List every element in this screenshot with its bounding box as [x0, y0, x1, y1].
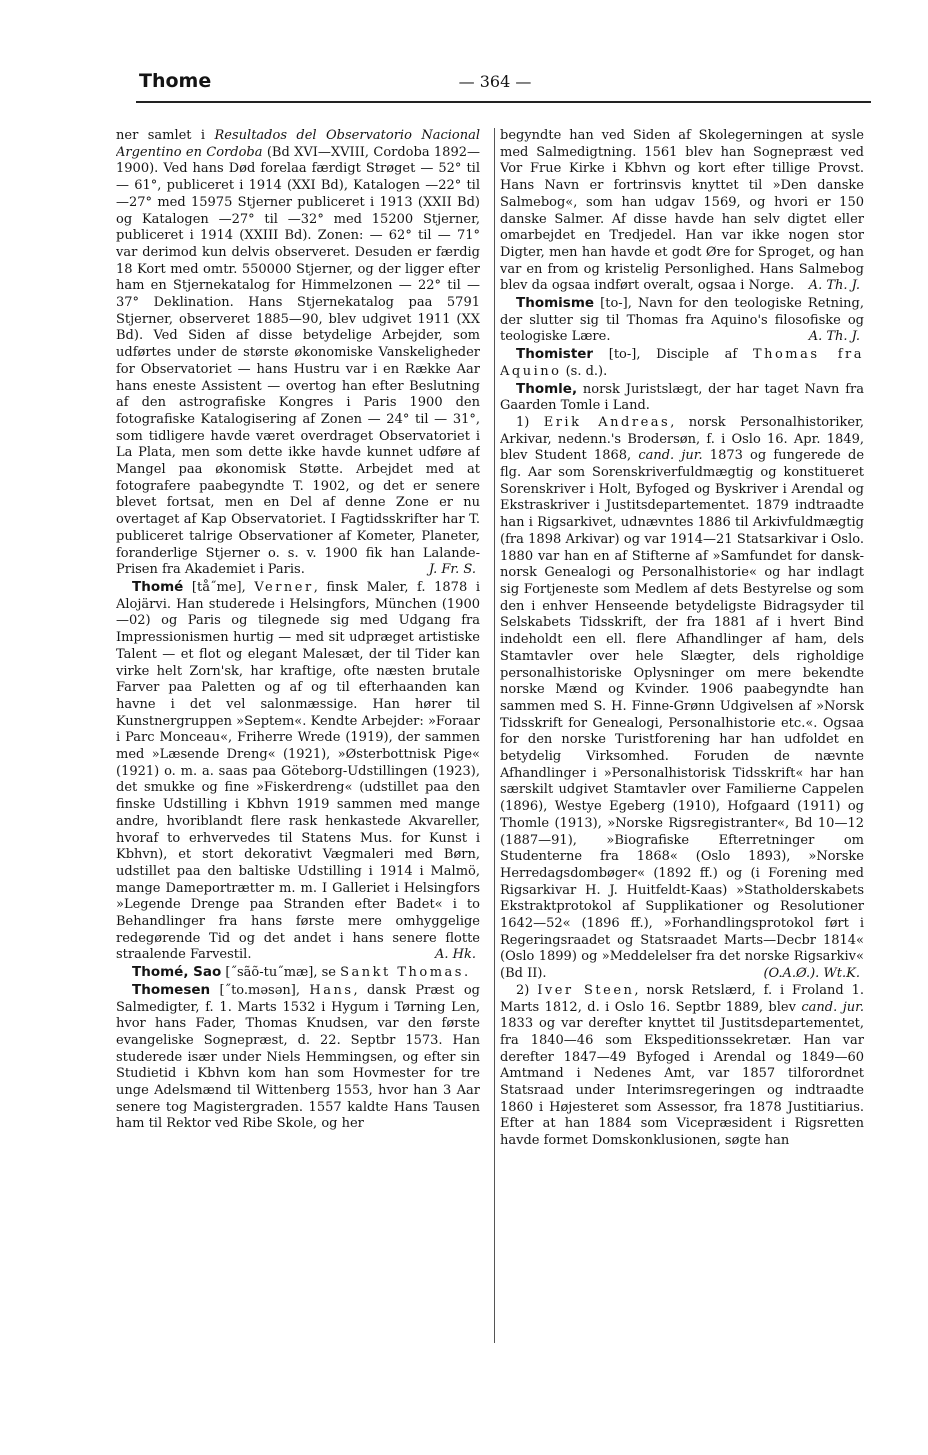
running-head-word: Thome	[139, 70, 212, 92]
person-name: Verner	[254, 579, 314, 595]
author-signature: (O.A.Ø.). Wt.K.	[763, 966, 860, 982]
headword: Thomé	[132, 578, 184, 595]
cross-reference: Sankt Thomas	[340, 965, 464, 981]
cross-reference: Thomas fra Aquino	[500, 347, 864, 379]
author-signature: A. Th. J.	[808, 278, 860, 294]
right-column	[500, 128, 864, 1348]
headword: Thomle,	[516, 380, 578, 397]
headword: Thomesen	[132, 981, 211, 998]
entry-thomister: Thomister [to-], Disciple af Thomas fra Aquino (s. d.).	[500, 346, 864, 379]
entry-thomle-erik: 1) Erik Andreas, norsk Personalhistoriker, Arkivar, nedenn.'s Brodersøn, f. i Oslo 16. Apr. 1849, blev Student 1868, cand. jur. 1873 og fungerede de flg. Aar som Sorenskriverfuldmægtig og konstitueret Sorenskriver i Holt, Byfoged og Byskriver i Arendal og Ekstraskriver i Justitsdepartementet. 1879 indtraadte han i Rigsarkivet, udnævntes 1886 til Arkivfuldmægtig (fra 1898 Arkivar) og var 1914—21 Statsarkivar i Oslo. 1880 var han en af Stifterne af »Samfundet for dansk-norsk Genealogi og Personalhistorie« og har indlagt sig Fortjeneste som Medlem af dets Bestyrelse og som den i enhver Henseende betydeligste Bidragsyder til Selskabets Tidsskrift, der fra 1881 af i hvert Bind indeholdt een ell. flere Afhandlinger af ham, dels Stamtavler over hele Slægter, dels righoldige personalhistoriske Oplysninger om mere bekendte norske Mænd og Kvinder. 1906 paabegyndte han sammen med S. H. Finne-Grønn Udgivelsen af »Norsk Tidsskrift for Genealogi, Personalhistorie etc.«. Ogsaa for den norske Turistforening har han udfoldet en betydelig Virksomhed. Foruden de nævnte Afhandlinger i »Personalhistorisk Tidsskrift« har han særskilt udgivet Stamtavler over Familierne Cappelen (1896), Westye Egeberg (1910), Hofgaard (1911) og Thomle (1913), »Norske Rigsregistranter«, Bd 10—12 (1887—91), »Biografiske Efterretninger om Studenterne fra 1868« (Oslo 1893), »Norske Herredagsdombøger« (1892 ff.) og (i Forening med Rigsarkivar H. J. Huitfeldt-Kaas) »Statholderskabets Ekstraktprotokol af Supplikationer og Resolutioner 1642—52« (1896 ff.), »Forhandlingsprotokol ført i Regeringsraadet og Statsraadet Marts—Decbr 1814« (Oslo 1899) og »Meddelelser fra det norske Rigsarkiv« (Bd II). (O.A.Ø.). Wt.K.	[500, 414, 864, 982]
entry-thome-sao: Thomé, Sao [˝sãõ-tu˝mæ], se Sankt Thomas.	[132, 964, 469, 981]
entry-thomesen: Thomesen [˝to.məsən], Hans, dansk Præst og Salmedigter, f. 1. Marts 1532 i Hygum i Tørning Len, hvor hans Fader, Thomas Knudsen, var den første evangeliske Sognepræst, d. 22. Septbr 1573. Han studerede især under Niels Hemmingsen, og efter sin Studietid i Kbhvn kom han som Hovmester for tre unge Adelsmænd til Wittenberg 1553, hvor han 3 Aar senere tog Magistergraden. 1557 kaldte Hans Tausen ham til Rektor ved Ribe Skole, og her	[116, 981, 480, 1132]
headword: Thomister	[516, 346, 594, 363]
author-signature: J. Fr. S.	[428, 562, 476, 578]
person-name: Iver Steen	[537, 982, 635, 998]
entry-continuation: ner samlet i Resultados del Observatorio Nacional Argentino en Cordoba (Bd XVI—XVIII, Cordoba 1892—1900). Ved hans Død forelaa færdigt Strøget — 52° til — 61°, publiceret i 1914 (XXI Bd), Katalogen —22° til —27° med 15975 Stjerner publiceret i 1913 (XXII Bd) og Katalogen —27° til —32° med 15200 Stjerner, publiceret i 1914 (XXIII Bd). Zonen: — 62° til — 71° var derimod kun delvis observeret. Desuden er færdig 18 Kort med omtr. 550000 Stjerner, og der ligger efter ham en Stjernekatalog for Himmelzonen — 22° til — 37° Deklination. Hans Stjernekatalog paa 5791 Stjerner, observeret 1885—90, blev udgivet 1911 (XX Bd). Ved Siden af disse betydelige Arbejder, som udførtes under de største økonomiske Vanskeligheder for Observatoriet — hans Hustru var i en Række Aar hans eneste Assistent — overtog han efter Beslutning af den astrografiske Kongres i Paris 1900 den fotografiske Katalogisering af Zonen — 24° til — 31°, som tidligere havde været overdraget Observatoriet i La Plata, men som dette ikke havde kunnet udføre af Mangel paa økonomisk Støtte. Arbejdet med at fotografere paabegyndte T. 1902, og det er senere blevet fortsat, men en Del af denne Zone er nu overtaget af Kap Observatoriet. I Fagtidsskrifter har T. publiceret talrige Observationer af Kometer, Planeter, foranderlige Stjerner o. s. v. 1900 fik han Lalande-Prisen fra Akademiet i Paris. J. Fr. S.	[116, 128, 480, 578]
cited-title: Resultados del Observatorio Nacional Argentino en Cordoba	[116, 128, 480, 160]
author-signature: A. Hk.	[435, 947, 476, 963]
header-rule	[136, 101, 871, 103]
page-number: — 364 —	[458, 72, 532, 91]
entry-thomisme: Thomisme [to-], Navn for den teologiske Retning, der slutter sig til Thomas fra Aquino's filosofiske og teologiske Lære. A. Th. J.	[500, 295, 864, 345]
headword: Thomisme	[516, 295, 595, 312]
left-column	[116, 128, 480, 1348]
person-name: Erik Andreas	[543, 414, 671, 430]
entry-thomle-iver: 2) Iver Steen, norsk Retslærd, f. i Froland 1. Marts 1812, d. i Oslo 16. Septbr 1889, blev cand. jur. 1833 og var derefter knyttet til Justitsdepartementet, fra 1840—46 som Ekspeditionssekretær. Han var derefter 1847—49 Byfoged i Arendal og 1849—60 Amtmand i Nedenes Amt, var 1857 tilforordnet Statsraad under Interimsregeringen og indtraadte 1860 i Højesteret som Assessor, fra 1878 Justitiarius. Efter at han 1884 som Vicepræsident i Rigsretten havde formet Domskonklusionen, søgte han	[500, 982, 864, 1149]
author-signature: A. Th. J.	[808, 329, 860, 345]
headword: Thomé, Sao	[132, 964, 222, 981]
person-name: Hans	[309, 982, 354, 998]
column-divider	[494, 128, 495, 1343]
entry-thomle: Thomle, norsk Juristslægt, der har taget Navn fra Gaarden Tomle i Land.	[500, 380, 864, 414]
entry-continuation: begyndte han ved Siden af Skolegerningen at sysle med Salmedigtning. 1561 blev han Sognepræst ved Vor Frue Kirke i Kbhvn og kort efter tillige Provst. Hans Navn er fortrinsvis knyttet til »Den danske Salmebog«, som han udgav 1569, og hvori er 150 danske Salmer. Af disse havde han selv digtet eller omarbejdet en Tredjedel. Han var ikke nogen stor Digter, men han havde et godt Øre for Sproget, og han var en from og kristelig Personlighed. Hans Salmebog blev da ogsaa indført overalt, ogsaa i Norge. A. Th. J.	[500, 128, 864, 294]
entry-thome-verner: Thomé [tå˝me], Verner, finsk Maler, f. 1878 i Alojärvi. Han studerede i Helsingfors, München (1900—02) og Paris og tilegnede sig med Udgang fra Impressionismen hurtig — med sit udpræget artistiske Talent — et flot og elegant Malesæt, der til Tider kan virke helt Zorn'sk, har kraftige, ofte næsten brutale Farver paa Paletten og af og til efterhaanden kan havne i det vel salonmæssige. Han hører til Kunstnergruppen »Septem«. Kendte Arbejder: »Foraar i Parc Monceau«, Friherre Wrede (1919), der sammen med »Læsende Dreng« (1921), »Østerbottnisk Pige« (1921) o. m. a. saas paa Göteborg-Udstillingen (1923), det smukke og fine »Fiskerdreng« (udstillet paa den finske Udstilling i Kbhvn 1919 sammen med mange andre, hvoriblandt flere rask henkastede Akvareller, hvoraf to erhvervedes til Statens Mus. for Kunst i Kbhvn), et stort dekorativt Vægmaleri med Børn, udstillet paa den baltiske Udstilling i 1914 i Malmö, mange Dameportrætter m. m. I Galleriet i Helsingfors »Legende Drenge paa Stranden efter Badet« i to Behandlinger fra hans første mere omhyggelige redegørende Tid og det andet i hans senere flotte straalende Farvestil. A. Hk.	[116, 578, 480, 963]
